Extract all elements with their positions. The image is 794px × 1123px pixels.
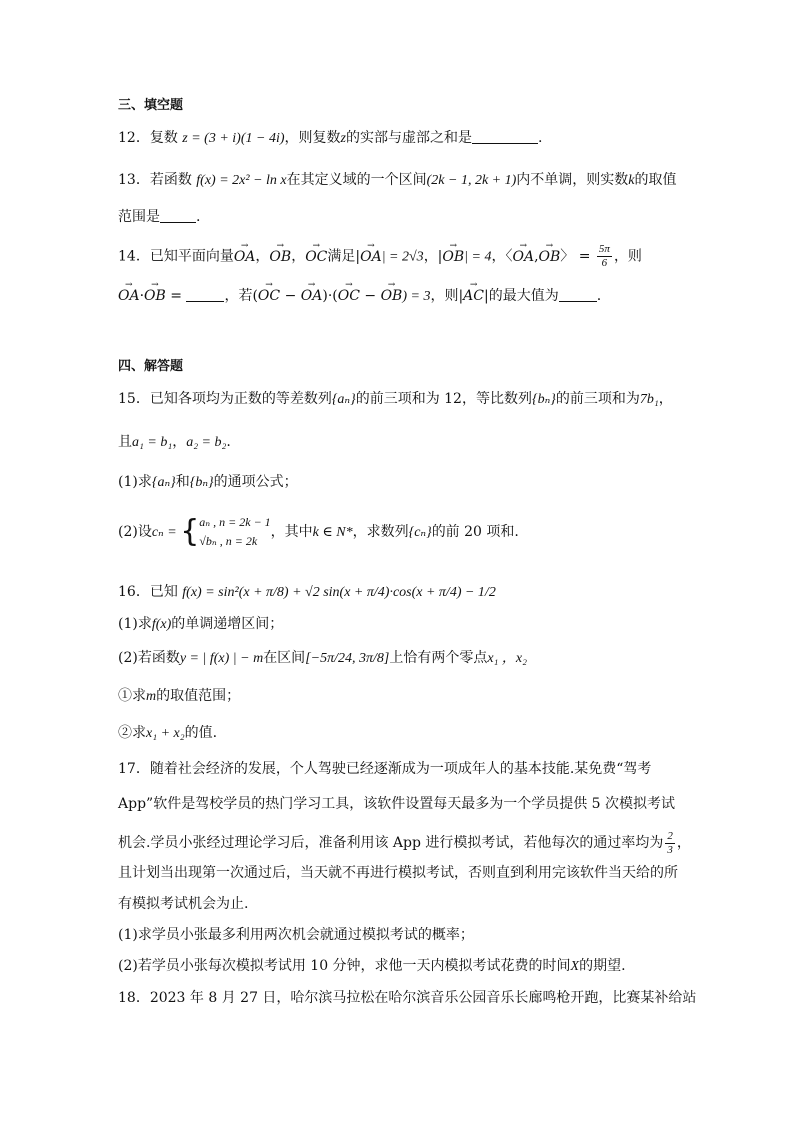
- q16-s2-b: 的值.: [184, 725, 218, 741]
- q14-number: 14．: [118, 248, 150, 265]
- q12-text: 复数: [149, 130, 178, 146]
- q12-var: z: [340, 131, 346, 146]
- q14-end: .: [596, 288, 602, 304]
- question-15: [118, 389, 673, 410]
- q15-text-d: ，: [658, 391, 673, 407]
- q16-p2-c: 上恰有两个零点: [389, 650, 488, 666]
- q18-line-1: 2023 年 8 月 27 日，哈尔滨马拉松在哈尔滨音乐公园音乐长廊鸣枪开跑，比赛某补给站: [149, 990, 697, 1006]
- q15-text-b: 的前三项和为 12，等比数列: [355, 391, 532, 407]
- q14-text-g: |的最大值为: [484, 288, 559, 304]
- question-17: [118, 759, 651, 779]
- vector-ac: → AC: [463, 286, 484, 306]
- q12-text-c: 的实部与虚部之和是: [345, 130, 472, 146]
- q18-number: 18．: [118, 990, 150, 1006]
- dot-operator: ·: [139, 288, 145, 304]
- q16-s1-b: 的取值范围；: [156, 688, 241, 704]
- q14-oa-value: | = 2√3: [381, 249, 424, 265]
- q15-line2-c: .: [226, 434, 231, 450]
- q13-text-c: 内不单调，则实数: [516, 172, 629, 188]
- vector-oa: → OA: [360, 247, 382, 267]
- q14-text-f: ，则|: [430, 288, 464, 304]
- q15-text-c: 的前三项和为: [555, 391, 640, 407]
- q17-line-1: 随着社会经济的发展，个人驾驶已经逐渐成为一项成年人的基本技能.某免费“驾考: [149, 761, 652, 777]
- q13-text: 若函数: [149, 172, 192, 188]
- q16-p2-interval: [−5π/24, 3π/8]: [305, 651, 390, 666]
- fraction-numerator: 2: [667, 829, 673, 842]
- q12-formula: z = (3 + i)(1 − 4i): [182, 131, 285, 146]
- question-15-part-2: [118, 512, 519, 553]
- vector-ob: → OB: [381, 286, 403, 306]
- q13-number: 13．: [118, 172, 150, 188]
- q12-answer-blank[interactable]: [472, 129, 538, 144]
- q14-text: 已知平面向量: [149, 248, 234, 265]
- q15-line2-a: 且: [118, 434, 132, 450]
- q15-sum-value: 7b₁: [639, 392, 659, 407]
- q15-p1-c: 的通项公式；: [213, 474, 298, 490]
- q17-number: 17．: [118, 761, 150, 777]
- vector-oa: → OA: [118, 286, 140, 306]
- q14-text-c: ，|: [423, 248, 443, 265]
- question-16-sub-2: [118, 723, 217, 744]
- q16-p2-a: (2)若函数: [118, 650, 180, 666]
- equals-sign: =: [165, 288, 187, 304]
- question-17-part-2: [118, 956, 626, 977]
- q15-p2-a: (2)设: [118, 524, 152, 540]
- q17-p2-x: X: [570, 959, 580, 974]
- q14-angle-open: 〈: [505, 248, 513, 265]
- q15-p2-f: ，求数列: [352, 524, 409, 540]
- vector-oc: → OC: [338, 286, 360, 306]
- q16-s1-a: ①求: [118, 688, 146, 704]
- minus-sign: −: [280, 288, 301, 304]
- question-17-line2: App”软件是驾校学员的热门学习工具，该软件设置每天最多为一个学员提供 5 次模拟考试: [118, 796, 675, 812]
- q13-text-b: 在其定义域的一个区间: [286, 172, 427, 188]
- vector-oc: → OC: [258, 286, 280, 306]
- q15-seq-a: {aₙ}: [331, 392, 356, 407]
- q15-text: 已知各项均为正数的等差数列: [149, 391, 332, 407]
- q17-line-3: 机会.学员小张经过理论学习后，准备利用该 App 进行模拟考试，若他每次的通过率均为: [118, 835, 664, 851]
- minus-sign: −: [359, 288, 381, 304]
- q14-condition-end: ) = 3: [402, 289, 431, 304]
- question-13: [118, 170, 677, 191]
- q15-p2-g: {cₙ}: [408, 525, 432, 540]
- question-17-part-1: (1)求学员小张最多利用两次机会就通过模拟考试的概率；: [118, 927, 474, 943]
- question-18: [118, 988, 696, 1008]
- q14-sep: ，: [491, 248, 506, 265]
- q15-seq-b: {bₙ}: [531, 392, 556, 407]
- q14-text-d: ，则: [613, 248, 642, 265]
- question-13-line2: [118, 207, 200, 227]
- q14-sep: ，: [291, 248, 306, 265]
- q15-piecewise-cases: [199, 513, 270, 551]
- q15-number: 15．: [118, 391, 150, 407]
- q13-end: .: [196, 209, 201, 225]
- q14-sep: ，: [255, 248, 270, 265]
- q15-seq-a: {aₙ}: [151, 475, 176, 490]
- q15-p2-c: cₙ =: [151, 525, 181, 540]
- q17-pass-rate-fraction: [665, 830, 675, 857]
- vector-ob: → OB: [144, 286, 166, 306]
- q14-angle-close: 〉 =: [560, 248, 595, 265]
- q16-text: 已知: [149, 584, 178, 600]
- fraction-denominator: 6: [601, 257, 608, 269]
- question-15-line2: [118, 432, 231, 453]
- q14-answer-blank-1[interactable]: [186, 287, 224, 302]
- q13-interval: (2k − 1, 2k + 1): [426, 173, 517, 188]
- left-brace: {: [180, 514, 200, 549]
- q17-p2-b: 的期望.: [579, 958, 626, 974]
- q16-p2-f: y = | f(x) | − m: [179, 651, 264, 666]
- vector-oa: → OA: [234, 247, 256, 267]
- question-16-sub-1: [118, 686, 240, 707]
- q16-p2-zeros: x₁ ，x₂: [487, 651, 528, 666]
- q16-p1-b: 的单调递增区间；: [171, 616, 284, 632]
- q15-p1-b: 和: [175, 474, 190, 490]
- q15-p1-a: (1)求: [118, 474, 152, 490]
- q15-case-2: √bₙ , n = 2k: [199, 534, 258, 548]
- vector-ob: → OB: [269, 247, 291, 267]
- question-17-line4: 且计划当出现第一次通过后，当天就不再进行模拟考试，否则直到利用完该软件当天给的所: [118, 865, 678, 881]
- q14-ob-value: | = 4: [464, 249, 492, 265]
- question-16-part-2: [118, 648, 527, 669]
- q16-s2-f: x₁ + x₂: [146, 726, 185, 741]
- q13-var: k: [628, 173, 635, 188]
- q15-p2-d: ，其中: [270, 524, 313, 540]
- q17-p2-a: (2)若学员小张每次模拟考试用 10 分钟，求他一天内模拟考试花费的时间: [118, 958, 571, 974]
- question-16-part-1: [118, 614, 283, 635]
- vector-oc: → OC: [305, 247, 327, 267]
- q16-p2-b: 在区间: [263, 650, 306, 666]
- question-14: 14．已知平面向量→ OA，→ OB，→ OC满足|→ OA| = 2√3，|→ OB| = 4，〈→ OA,→ OB〉 = $\frac{5\pi}{6}$ ，则: [118, 243, 642, 270]
- q13-answer-blank[interactable]: [160, 208, 196, 223]
- q14-answer-blank-2[interactable]: [559, 287, 597, 302]
- q16-p1-a: (1)求: [118, 616, 152, 632]
- q13-text-d: 的取值: [634, 172, 677, 188]
- q12-end: .: [537, 130, 543, 146]
- vector-ob: → OB: [539, 247, 561, 267]
- q15-case-1: aₙ , n = 2k − 1: [199, 515, 271, 529]
- vector-oa: → OA: [301, 286, 323, 306]
- q16-s2-a: ②求: [118, 725, 146, 741]
- question-15-part-1: [118, 472, 298, 493]
- question-14-line2: → OA·→ OB = ，若(→ OC − → OA)·(→ OC − → OB) = 3，则|→ AC|的最大值为 .: [118, 286, 601, 307]
- question-17-line3: [118, 828, 691, 858]
- q13-formula: f(x) = 2x² − ln x: [196, 173, 287, 188]
- q16-number: 16．: [118, 584, 150, 600]
- q16-formula: f(x) = sin²(x + π/8) + √2 sin(x + π/4)·cos(x + π/4) − 1/2: [182, 585, 496, 600]
- fraction-numerator: 5π: [598, 243, 610, 255]
- question-16: [118, 582, 496, 603]
- q15-condition-1: a₁ = b₁: [132, 435, 173, 450]
- vector-ob: → OB: [442, 247, 464, 267]
- q14-text-b: 满足|: [327, 248, 361, 265]
- q12-number: 12．: [118, 130, 150, 146]
- section-answer-title: 四、解答题: [118, 359, 184, 374]
- q15-p2-e: k ∈ N*: [312, 525, 353, 540]
- q15-p2-h: 的前 20 项和.: [431, 524, 519, 540]
- question-17-line5: 有模拟考试机会为止.: [118, 896, 249, 912]
- question-12: [118, 128, 542, 149]
- q12-text-b: ，则复数: [284, 130, 341, 146]
- q14-angle-fraction: [597, 243, 612, 270]
- q15-line2-b: ，: [172, 434, 187, 450]
- section-fill-blank-title: 三、填空题: [118, 98, 184, 113]
- q13-line2-text: 范围是: [118, 209, 160, 225]
- q17-line3-end: ，: [676, 835, 691, 851]
- q15-condition-2: a₂ = b₂: [186, 435, 227, 450]
- q16-p1-f: f(x): [151, 617, 172, 632]
- vector-oa: → OA: [512, 247, 534, 267]
- q14-text-e: ，若(: [224, 288, 258, 304]
- q16-s1-m: m: [146, 689, 157, 704]
- fraction-denominator: 3: [667, 843, 673, 856]
- q15-seq-b: {bₙ}: [189, 475, 214, 490]
